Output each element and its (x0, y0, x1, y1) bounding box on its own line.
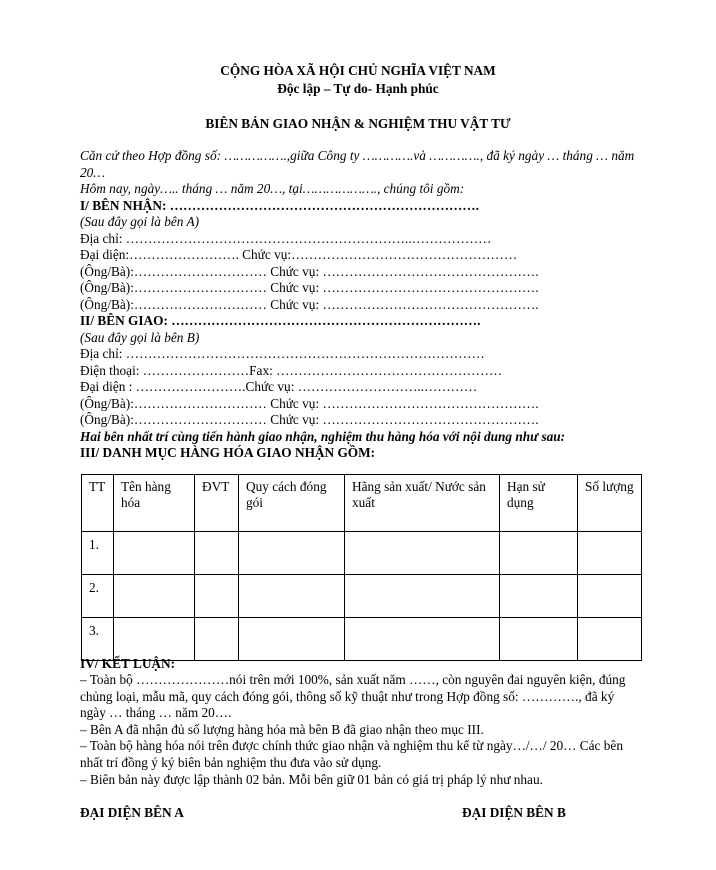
party-a-alias: (Sau đây gọi là bên A) (80, 214, 200, 229)
header-quantity: Số lượng (578, 475, 642, 532)
cell-expiry[interactable] (500, 575, 578, 618)
party-b-phone-fax: Điện thoại: ……………………Fax: …………………………………………… (80, 363, 503, 378)
header-unit: ĐVT (195, 475, 239, 532)
table-row (82, 618, 642, 661)
conclusion-item: – Toàn bộ …………………nói trên mới 100%, sản xuất năm ……, còn nguyên đai nguyên kiện, đúng chủng loại, mẫu mã, quy cách đóng gói, thông số kỹ thuật như trong Hợp đồng số: …………., đã ký ngày … tháng … năm 20…. (80, 672, 626, 720)
party-a-member: (Ông/Bà):………………………… Chức vụ: …………………………………………. (80, 297, 539, 312)
party-b-alias: (Sau đây gọi là bên B) (80, 330, 200, 345)
party-a-representative: Đại diện:……………………. Chức vụ:…………………………………………… (80, 247, 518, 262)
party-a-address: Địa chỉ: ………………………………………………………..……………… (80, 231, 492, 246)
party-b-heading: II/ BÊN GIAO: ……………………………………………………………. (80, 313, 481, 328)
conclusion-item: – Toàn bộ hàng hóa nói trên được chính thức giao nhận và nghiệm thu kể từ ngày…/…/ 20… Các bên nhất trí đồng ý ký biên bản nghiệm thu đưa vào sử dụng. (80, 738, 623, 770)
party-b-address: Địa chỉ: ……………………………………………………………………… (80, 346, 485, 361)
cell-quantity[interactable] (578, 575, 642, 618)
table-row (82, 575, 642, 618)
meeting-date-place: Hôm nay, ngày….. tháng … năm 20…, tại………………., chúng tôi gồm: (80, 181, 465, 196)
signature-party-a: ĐẠI DIỆN BÊN A (80, 805, 184, 820)
header-packaging: Quy cách đóng gói (239, 475, 345, 532)
cell-packaging[interactable] (239, 618, 345, 661)
text-cursor (641, 575, 642, 591)
document-title: BIÊN BẢN GIAO NHẬN & NGHIỆM THU VẬT TƯ (205, 116, 511, 131)
party-a-heading: I/ BÊN NHẬN: ……………………………………………………………. (80, 198, 479, 213)
cell-unit[interactable] (195, 575, 239, 618)
cell-unit[interactable] (195, 532, 239, 575)
section-3-heading: III/ DANH MỤC HÀNG HÓA GIAO NHẬN GỒM: (80, 445, 376, 460)
header-item-name: Tên hàng hóa (114, 475, 195, 532)
party-b-member: (Ông/Bà):………………………… Chức vụ: …………………………………………. (80, 412, 539, 427)
table-row (82, 532, 642, 575)
cell-manufacturer[interactable] (345, 532, 500, 575)
cell-packaging[interactable] (239, 532, 345, 575)
cell-item-name[interactable] (114, 618, 195, 661)
party-a-member: (Ông/Bà):………………………… Chức vụ: …………………………………………. (80, 264, 539, 279)
header-tt: TT (82, 475, 114, 532)
row-number: 3. (82, 618, 114, 661)
country-name: CỘNG HÒA XÃ HỘI CHỦ NGHĨA VIỆT NAM (220, 63, 496, 78)
motto: Độc lập – Tự do- Hạnh phúc (277, 81, 439, 96)
cell-packaging[interactable] (239, 575, 345, 618)
cell-quantity[interactable] (578, 532, 642, 575)
cell-item-name[interactable] (114, 532, 195, 575)
cell-unit[interactable] (195, 618, 239, 661)
cell-expiry[interactable] (500, 618, 578, 661)
header-expiry: Hạn sử dụng (500, 475, 578, 532)
contract-basis: Căn cứ theo Hợp đồng số: …………….,giữa Công ty ………….và …………., đã ký ngày … tháng … năm 20… (80, 148, 635, 180)
cell-expiry[interactable] (500, 532, 578, 575)
goods-table (81, 474, 642, 661)
agreement-statement: Hai bên nhất trí cùng tiến hành giao nhận, nghiệm thu hàng hóa với nội dung như sau: (80, 429, 566, 444)
table-header-row (82, 475, 642, 532)
conclusion-item: – Biên bản này được lập thành 02 bản. Mỗi bên giữ 01 bản có giá trị pháp lý như nhau. (80, 772, 543, 787)
party-b-representative: Đại diện : …………………….Chức vụ: ………………………..………… (80, 379, 478, 394)
header-manufacturer: Hãng sản xuất/ Nước sản xuất (345, 475, 500, 532)
cell-item-name[interactable] (114, 575, 195, 618)
row-number: 2. (82, 575, 114, 618)
cell-quantity[interactable] (578, 618, 642, 661)
cell-manufacturer[interactable] (345, 618, 500, 661)
signature-party-b: ĐẠI DIỆN BÊN B (462, 805, 566, 820)
party-b-member: (Ông/Bà):………………………… Chức vụ: …………………………………………. (80, 396, 539, 411)
cell-manufacturer[interactable] (345, 575, 500, 618)
row-number: 1. (82, 532, 114, 575)
conclusion-heading: IV/ KẾT LUẬN: (80, 656, 176, 671)
conclusion-item: – Bên A đã nhận đủ số lượng hàng hóa mà bên B đã giao nhận theo mục III. (80, 722, 484, 737)
party-a-member: (Ông/Bà):………………………… Chức vụ: …………………………………………. (80, 280, 539, 295)
